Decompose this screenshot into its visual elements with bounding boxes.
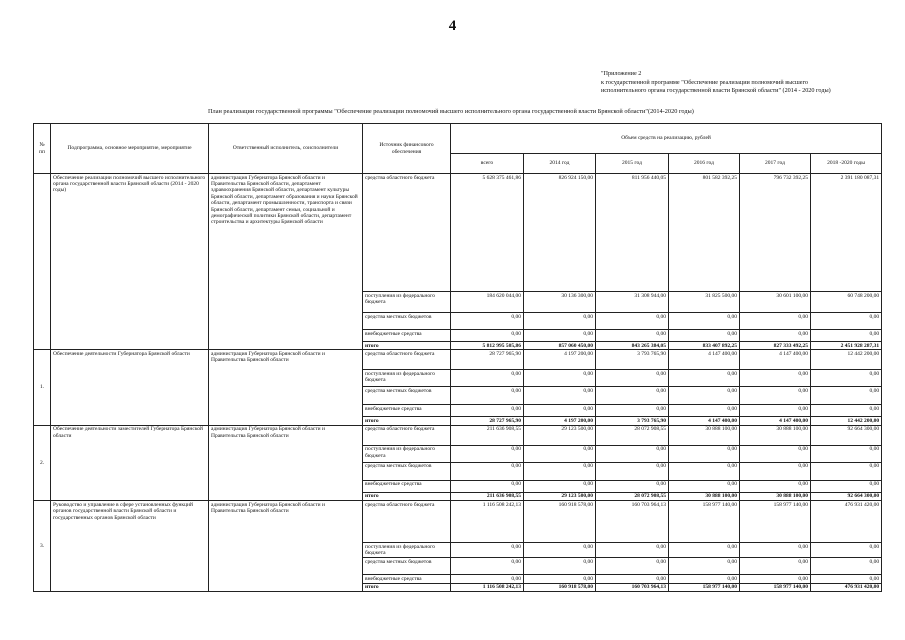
amount-cell: 5 628 375 461,86 xyxy=(451,174,524,292)
amount-cell: 0,00 xyxy=(524,387,596,405)
amount-cell: 30 888 100,00 xyxy=(740,425,811,445)
amount-cell: 0,00 xyxy=(451,370,524,387)
amount-cell: 0,00 xyxy=(811,543,882,558)
amount-cell: 160 703 964,13 xyxy=(596,501,669,543)
subprogram-name: Обеспечение деятельности заместителей Губернатора Брянской области xyxy=(51,425,209,500)
amount-cell: 0,00 xyxy=(451,543,524,558)
amount-cell: 0,00 xyxy=(596,462,669,480)
amount-cell: 0,00 xyxy=(596,370,669,387)
funding-source: итого xyxy=(363,492,451,500)
funding-source: средства областного бюджета xyxy=(363,350,451,370)
amount-cell: 0,00 xyxy=(596,558,669,575)
amount-cell: 0,00 xyxy=(811,330,882,342)
plan-table xyxy=(33,123,882,592)
amount-cell: 0,00 xyxy=(669,387,740,405)
amount-cell: 0,00 xyxy=(811,462,882,480)
funding-source: итого xyxy=(363,583,451,591)
appendix-line: "Приложение 2 xyxy=(601,70,642,77)
header-executor: Ответственный исполнитель, соисполнители xyxy=(209,124,363,174)
amount-cell: 476 931 420,00 xyxy=(811,583,882,591)
header-year: 2017 год xyxy=(740,154,811,174)
amount-cell: 0,00 xyxy=(740,313,811,330)
executor-cell: администрация Губернатора Брянской области и Правительства Брянской области xyxy=(209,350,363,425)
amount-cell: 796 732 392,25 xyxy=(740,174,811,292)
funding-source: внебюджетные средства xyxy=(363,480,451,492)
amount-cell: 0,00 xyxy=(669,313,740,330)
amount-cell: 0,00 xyxy=(740,462,811,480)
funding-source: средства местных бюджетов xyxy=(363,462,451,480)
amount-cell: 0,00 xyxy=(596,445,669,462)
amount-cell: 160 918 578,00 xyxy=(524,501,596,543)
appendix-line: исполнительного органа государственной власти Брянской области" (2014 - 2020 годы) xyxy=(601,87,831,95)
amount-cell: 1 116 508 242,13 xyxy=(451,501,524,543)
funding-source: средства местных бюджетов xyxy=(363,313,451,330)
amount-cell: 0,00 xyxy=(451,313,524,330)
item-number: 1. xyxy=(34,350,51,425)
amount-cell: 160 703 964,13 xyxy=(596,583,669,591)
funding-source: поступления из федерального бюджета xyxy=(363,445,451,462)
item-number: 2. xyxy=(34,425,51,500)
header-year: 2014 год xyxy=(524,154,596,174)
amount-cell: 0,00 xyxy=(524,543,596,558)
executor-cell: администрация Губернатора Брянской области и Правительства Брянской области, департамент здравоохранения Брянской области, департамент культуры Брянской области, департамент образования и науки Брянской области, департамент промышленности, транспорта и связи Брянской области, департамент семьи, социальной и демографической политики Брянской области, департамент строительства и архитектуры Брянской области xyxy=(209,174,363,350)
subprogram-name: Обеспечение деятельности Губернатора Брянской области xyxy=(51,350,209,425)
amount-cell: 801 582 392,25 xyxy=(669,174,740,292)
amount-cell: 0,00 xyxy=(740,575,811,583)
amount-cell: 1 116 508 242,13 xyxy=(451,583,524,591)
amount-cell: 0,00 xyxy=(811,480,882,492)
amount-cell: 0,00 xyxy=(740,387,811,405)
amount-cell: 4 197 200,00 xyxy=(524,350,596,370)
amount-cell: 0,00 xyxy=(596,313,669,330)
amount-cell: 4 147 400,00 xyxy=(669,417,740,425)
amount-cell: 158 977 140,00 xyxy=(669,501,740,543)
executor-cell: администрация Губернатора Брянской области и Правительства Брянской области xyxy=(209,425,363,500)
amount-cell: 0,00 xyxy=(811,387,882,405)
amount-cell: 0,00 xyxy=(811,405,882,417)
amount-cell: 0,00 xyxy=(451,462,524,480)
amount-cell: 158 977 140,00 xyxy=(669,583,740,591)
amount-cell: 0,00 xyxy=(811,445,882,462)
table-row xyxy=(34,174,882,292)
amount-cell: 4 147 400,00 xyxy=(669,350,740,370)
amount-cell: 92 664 300,00 xyxy=(811,425,882,445)
amount-cell: 30 888 100,00 xyxy=(740,492,811,500)
table-row xyxy=(34,501,882,543)
amount-cell: 2 451 928 287,31 xyxy=(811,342,882,350)
amount-cell: 0,00 xyxy=(596,330,669,342)
amount-cell: 0,00 xyxy=(811,558,882,575)
funding-source: средства местных бюджетов xyxy=(363,558,451,575)
amount-cell: 826 924 150,00 xyxy=(524,174,596,292)
page-number: 4 xyxy=(448,18,457,34)
amount-cell: 0,00 xyxy=(669,575,740,583)
amount-cell: 60 748 200,00 xyxy=(811,292,882,313)
amount-cell: 211 636 908,55 xyxy=(451,425,524,445)
funding-source: поступления из федерального бюджета xyxy=(363,370,451,387)
amount-cell: 30 136 300,00 xyxy=(524,292,596,313)
amount-cell: 0,00 xyxy=(811,313,882,330)
amount-cell: 0,00 xyxy=(740,405,811,417)
funding-source: средства местных бюджетов xyxy=(363,387,451,405)
amount-cell: 0,00 xyxy=(596,387,669,405)
amount-cell: 0,00 xyxy=(451,445,524,462)
amount-cell: 3 793 765,90 xyxy=(596,417,669,425)
amount-cell: 158 977 140,00 xyxy=(740,501,811,543)
amount-cell: 28 727 965,90 xyxy=(451,350,524,370)
amount-cell: 0,00 xyxy=(669,462,740,480)
amount-cell: 0,00 xyxy=(524,370,596,387)
amount-cell: 12 442 200,00 xyxy=(811,350,882,370)
amount-cell: 0,00 xyxy=(669,370,740,387)
amount-cell: 184 620 044,00 xyxy=(451,292,524,313)
amount-cell: 476 931 420,00 xyxy=(811,501,882,543)
funding-source: внебюджетные средства xyxy=(363,330,451,342)
amount-cell: 0,00 xyxy=(524,480,596,492)
amount-cell: 2 391 180 087,31 xyxy=(811,174,882,292)
subprogram-name: Руководство и управление в сфере установленных функций органов государственной власти Брянской области и государственных органов Брянской области xyxy=(51,501,209,592)
funding-source: итого xyxy=(363,342,451,350)
amount-cell: 30 601 100,00 xyxy=(740,292,811,313)
amount-cell: 4 147 400,00 xyxy=(740,350,811,370)
funding-source: итого xyxy=(363,417,451,425)
header-year: 2015 год xyxy=(596,154,669,174)
amount-cell: 0,00 xyxy=(669,445,740,462)
amount-cell: 0,00 xyxy=(740,370,811,387)
funding-source: средства областного бюджета xyxy=(363,425,451,445)
amount-cell: 0,00 xyxy=(669,543,740,558)
amount-cell: 29 123 500,00 xyxy=(524,425,596,445)
item-number xyxy=(34,174,51,350)
amount-cell: 160 918 578,00 xyxy=(524,583,596,591)
amount-cell: 0,00 xyxy=(451,480,524,492)
amount-cell: 0,00 xyxy=(524,445,596,462)
amount-cell: 0,00 xyxy=(740,558,811,575)
funding-source: средства областного бюджета xyxy=(363,174,451,292)
amount-cell: 0,00 xyxy=(596,543,669,558)
amount-cell: 0,00 xyxy=(740,543,811,558)
amount-cell: 28 727 965,90 xyxy=(451,417,524,425)
amount-cell: 0,00 xyxy=(451,330,524,342)
amount-cell: 0,00 xyxy=(669,330,740,342)
amount-cell: 843 265 384,05 xyxy=(596,342,669,350)
funding-source: поступления из федерального бюджета xyxy=(363,543,451,558)
header-num: № пп xyxy=(34,124,51,174)
header-year: всего xyxy=(451,154,524,174)
amount-cell: 0,00 xyxy=(451,558,524,575)
executor-cell: администрация Губернатора Брянской области и Правительства Брянской области xyxy=(209,501,363,592)
funding-source: внебюджетные средства xyxy=(363,575,451,583)
amount-cell: 827 333 492,25 xyxy=(740,342,811,350)
amount-cell: 0,00 xyxy=(524,575,596,583)
amount-cell: 0,00 xyxy=(669,480,740,492)
amount-cell: 0,00 xyxy=(451,387,524,405)
amount-cell: 0,00 xyxy=(524,330,596,342)
amount-cell: 811 956 440,05 xyxy=(596,174,669,292)
header-volume: Объем средств на реализацию, рублей xyxy=(451,124,882,154)
amount-cell: 4 197 200,00 xyxy=(524,417,596,425)
header-source: Источник финансового обеспечения xyxy=(363,124,451,174)
amount-cell: 0,00 xyxy=(524,462,596,480)
amount-cell: 857 060 450,00 xyxy=(524,342,596,350)
amount-cell: 30 888 100,00 xyxy=(669,425,740,445)
amount-cell: 3 793 765,90 xyxy=(596,350,669,370)
amount-cell: 4 147 400,00 xyxy=(740,417,811,425)
funding-source: средства областного бюджета xyxy=(363,501,451,543)
appendix-line: к государственной программе "Обеспечение реализации полномочий высшего xyxy=(601,78,809,86)
header-year: 2018 -2020 годы xyxy=(811,154,882,174)
amount-cell: 0,00 xyxy=(451,405,524,417)
amount-cell: 31 308 944,00 xyxy=(596,292,669,313)
amount-cell: 158 977 140,00 xyxy=(740,583,811,591)
amount-cell: 211 636 908,55 xyxy=(451,492,524,500)
amount-cell: 0,00 xyxy=(669,405,740,417)
amount-cell: 0,00 xyxy=(524,405,596,417)
amount-cell: 28 072 908,55 xyxy=(596,492,669,500)
amount-cell: 92 664 300,00 xyxy=(811,492,882,500)
amount-cell: 0,00 xyxy=(740,480,811,492)
amount-cell: 31 825 500,00 xyxy=(669,292,740,313)
appendix-note xyxy=(601,70,901,96)
amount-cell: 833 407 892,25 xyxy=(669,342,740,350)
item-number: 3. xyxy=(34,501,51,592)
amount-cell: 5 812 995 505,86 xyxy=(451,342,524,350)
amount-cell: 0,00 xyxy=(596,405,669,417)
table-row xyxy=(34,425,882,445)
funding-source: поступления из федерального бюджета xyxy=(363,292,451,313)
plan-title: План реализации государственной программы "Обеспечение реализации полномочий высшего исполнительного органа государственной власти Брянской области"(2014-2020 годы) xyxy=(208,108,694,115)
funding-source: внебюджетные средства xyxy=(363,405,451,417)
amount-cell: 12 442 200,00 xyxy=(811,417,882,425)
amount-cell: 30 888 100,00 xyxy=(669,492,740,500)
amount-cell: 0,00 xyxy=(596,480,669,492)
header-year: 2016 год xyxy=(669,154,740,174)
amount-cell: 0,00 xyxy=(811,370,882,387)
table-row xyxy=(34,350,882,370)
subprogram-name: Обеспечение реализации полномочий высшего исполнительного органа государственной власти Брянской области (2014 - 2020 годы) xyxy=(51,174,209,350)
amount-cell: 28 072 908,55 xyxy=(596,425,669,445)
amount-cell: 0,00 xyxy=(740,330,811,342)
amount-cell: 0,00 xyxy=(524,313,596,330)
amount-cell: 0,00 xyxy=(524,558,596,575)
amount-cell: 0,00 xyxy=(596,575,669,583)
amount-cell: 29 123 500,00 xyxy=(524,492,596,500)
amount-cell: 0,00 xyxy=(740,445,811,462)
amount-cell: 0,00 xyxy=(811,575,882,583)
amount-cell: 0,00 xyxy=(669,558,740,575)
header-subprogram: Подпрограмма, основное мероприятие, мероприятие xyxy=(51,124,209,174)
amount-cell: 0,00 xyxy=(451,575,524,583)
